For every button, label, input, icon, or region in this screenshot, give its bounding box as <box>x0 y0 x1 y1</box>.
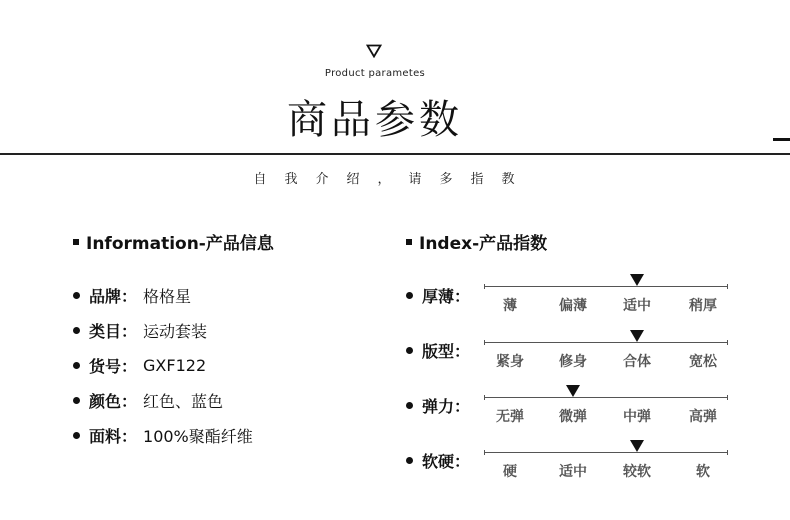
scale-option: 高弹 <box>689 409 717 425</box>
bullet-icon <box>73 397 80 404</box>
info-row-fabric <box>73 424 253 447</box>
scale-label-elasticity <box>406 394 470 417</box>
info-key: 类目： <box>89 322 138 341</box>
bullet-icon <box>73 362 80 369</box>
information-heading <box>73 229 274 254</box>
selected-marker-icon <box>566 385 580 397</box>
information-heading-label: Information-产品信息 <box>86 234 274 254</box>
bullet-icon <box>406 402 413 409</box>
selected-marker-icon <box>630 330 644 342</box>
selected-marker-icon <box>630 274 644 286</box>
scale-option: 中弹 <box>623 409 651 425</box>
scale-label: 厚薄： <box>422 287 471 306</box>
info-key: 品牌： <box>89 287 138 306</box>
bullet-icon <box>406 292 413 299</box>
bullet-icon <box>406 457 413 464</box>
square-bullet-icon <box>73 239 79 245</box>
selected-marker-icon <box>630 440 644 452</box>
side-decoration <box>773 138 790 141</box>
scale-line <box>484 452 728 453</box>
bullet-icon <box>73 327 80 334</box>
info-key: 面料： <box>89 427 138 446</box>
info-key: 颜色： <box>89 392 138 411</box>
scale-line <box>484 397 728 398</box>
scale-option: 稍厚 <box>689 298 717 314</box>
index-heading-label: Index-产品指数 <box>419 234 548 254</box>
scale-tick <box>727 284 728 289</box>
down-triangle-icon <box>366 44 382 58</box>
page-title: 商品参数 <box>287 97 463 143</box>
divider <box>0 153 790 155</box>
scale-label: 版型： <box>422 342 471 361</box>
scale-label-softness <box>406 449 470 472</box>
scale-line <box>484 286 728 287</box>
info-row-item-number <box>73 354 206 377</box>
scale-label: 软硬： <box>422 452 471 471</box>
scale-option: 软 <box>696 464 710 480</box>
scale-option: 无弹 <box>496 409 524 425</box>
scale-option: 修身 <box>559 354 587 370</box>
scale-option: 适中 <box>623 298 651 314</box>
scale-tick <box>727 450 728 455</box>
scale-option: 薄 <box>503 298 517 314</box>
scale-tick <box>727 340 728 345</box>
scale-option: 适中 <box>559 464 587 480</box>
index-heading <box>406 229 547 254</box>
scale-option: 紧身 <box>496 354 524 370</box>
info-row-color <box>73 389 223 412</box>
scale-tick <box>484 450 485 455</box>
scale-label: 弹力： <box>422 397 471 416</box>
square-bullet-icon <box>406 239 412 245</box>
subtitle-en: Product parametes <box>324 68 426 79</box>
info-value: 格格星 <box>143 287 192 306</box>
scale-option: 合体 <box>623 354 651 370</box>
scale-option: 宽松 <box>689 354 717 370</box>
scale-line <box>484 342 728 343</box>
scale-tick <box>484 395 485 400</box>
scale-tick <box>484 340 485 345</box>
bullet-icon <box>73 432 80 439</box>
scale-elasticity <box>484 389 728 429</box>
info-value: 红色、蓝色 <box>143 392 224 411</box>
info-row-category <box>73 319 207 342</box>
info-value: GXF122 <box>143 356 207 375</box>
scale-option: 偏薄 <box>559 298 587 314</box>
scale-tick <box>484 284 485 289</box>
scale-label-fit <box>406 339 470 362</box>
info-key: 货号： <box>89 357 138 376</box>
bullet-icon <box>406 347 413 354</box>
bullet-icon <box>73 292 80 299</box>
info-row-brand <box>73 284 191 307</box>
scale-option: 硬 <box>503 464 517 480</box>
scale-softness <box>484 444 728 484</box>
scale-fit <box>484 334 728 374</box>
info-value: 运动套装 <box>143 322 208 341</box>
scale-thickness <box>484 278 728 318</box>
scale-tick <box>727 395 728 400</box>
scale-label-thickness <box>406 284 470 307</box>
intro-text: 自我介绍，请多指教 <box>253 172 533 187</box>
scale-option: 较软 <box>623 464 651 480</box>
info-value: 100%聚酯纤维 <box>143 427 253 446</box>
scale-option: 微弹 <box>559 409 587 425</box>
